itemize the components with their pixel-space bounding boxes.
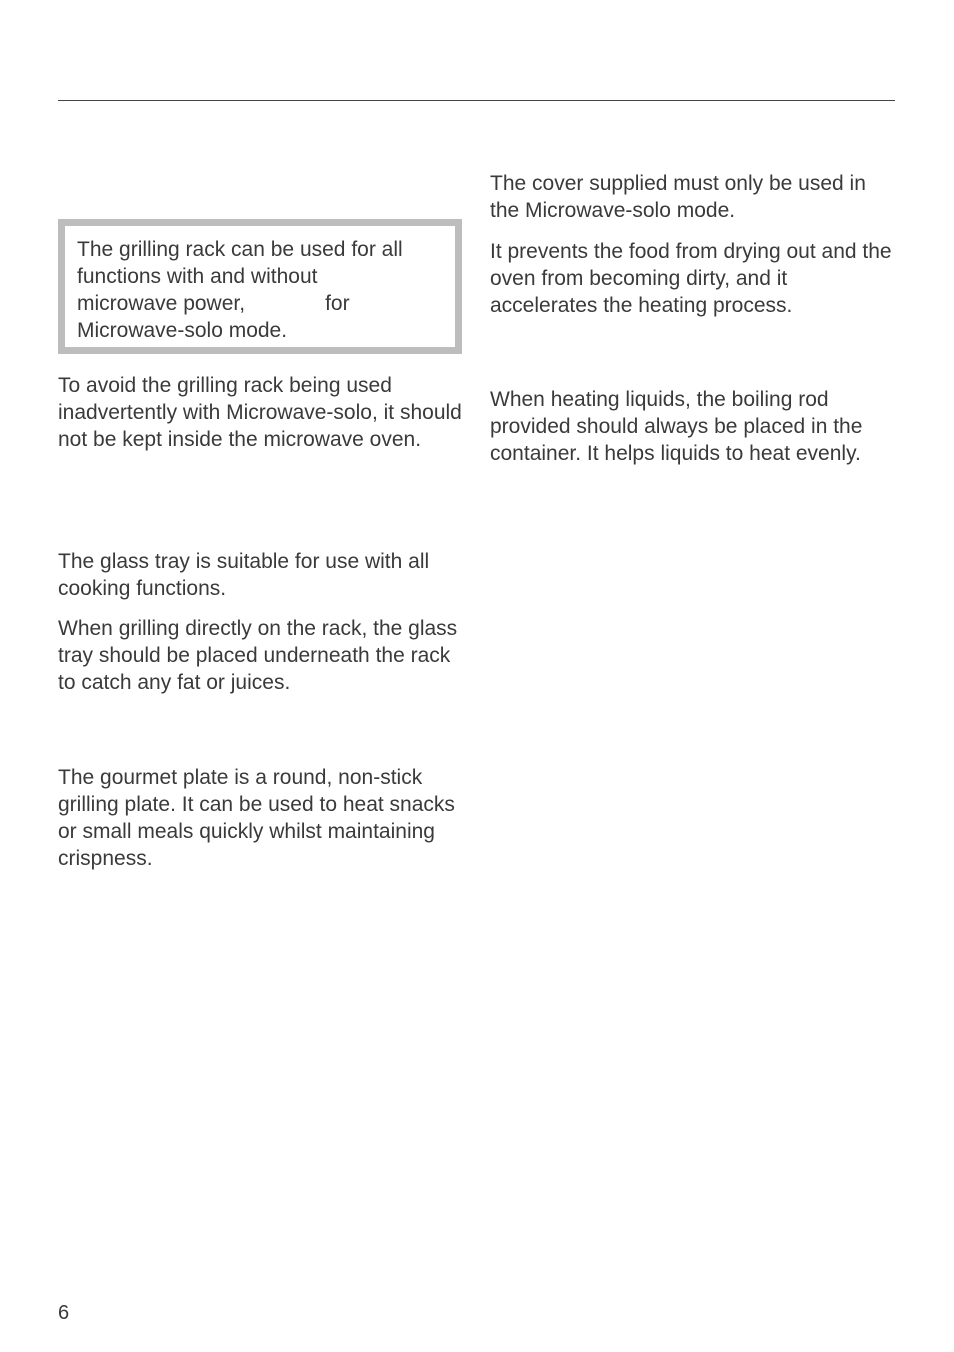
cover-paragraph-1: The cover supplied must only be used in the Microwave-solo mode. [490,172,866,222]
boiling-rod-paragraph: When heating liquids, the boiling rod provided should always be placed in the container. It helps liquids to heat evenly. [490,388,863,465]
note-line-part: for [325,292,350,315]
grilling-rack-paragraph-block [58,372,468,453]
glass-tray-section [58,548,468,696]
boiling-rod-section [490,386,900,467]
note-line: Microwave-solo mode. [77,319,288,342]
note-line [77,290,452,317]
cover-paragraph-2: It prevents the food from drying out and the oven from becoming dirty, and it accelerates the heating process. [490,240,892,317]
cover-section [490,170,900,319]
note-line-part: microwave power, [77,292,246,315]
page-number: 6 [58,1302,70,1324]
glass-tray-paragraph-2: When grilling directly on the rack, the glass tray should be placed underneath the rack to catch any fat or juices. [58,617,458,694]
header-rule [58,100,895,101]
gourmet-plate-section [58,764,468,872]
gourmet-plate-paragraph: The gourmet plate is a round, non-stick grilling plate. It can be used to heat snacks or small meals quickly whilst maintaining crispness. [58,766,455,870]
note-line: functions with and without [77,265,318,288]
note-text [77,236,452,344]
note-line: The grilling rack can be used for all [77,238,403,261]
note-box [58,219,462,354]
grilling-rack-paragraph: To avoid the grilling rack being used inadvertently with Microwave-solo, it should not be kept inside the microwave oven. [58,374,462,451]
glass-tray-paragraph-1: The glass tray is suitable for use with all cooking functions. [58,550,430,600]
